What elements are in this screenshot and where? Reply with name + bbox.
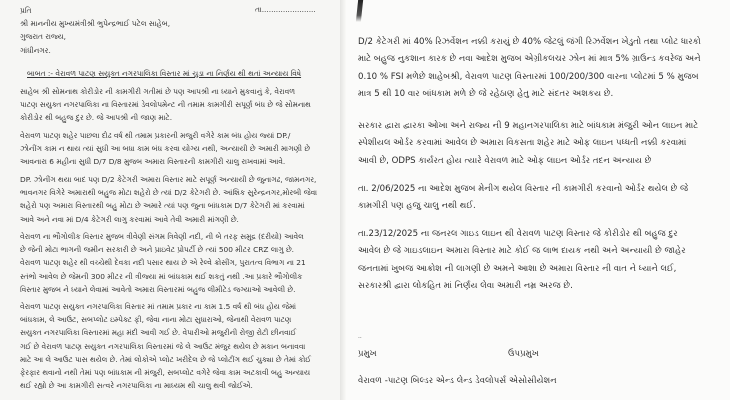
- paragraph: [20, 85, 318, 125]
- text-line: 0.10 % FSI મળેછે શાહેબશ્રી, વેરાવળ પાટણ વિસ્તારમાં 100/200/300 વારના પ્લોટમાં 5 % મુજબ: [358, 71, 699, 82]
- vice-president-label: ઉપપ્રમુખ: [508, 349, 539, 359]
- text-line: માટે આ લે આઉટ પાસ થયેલ છે. તેમાં લોકોએ પ્લોટ ખરીદેલ છે જે પ્લોટીંગ થઈ ચુક્યા છે તેમાં કોઈ: [20, 354, 311, 364]
- text-line: શહેરો પણ અમારા વિસ્તારથી બહુ મોટા છે અમારે ત્યાં પણ જુના બાંધકામ D/7 કેટેગરી માં કરવામાં: [20, 201, 305, 211]
- page-fold-divider: [340, 0, 346, 400]
- text-line: જનતામાં ખુબજ આક્રોશ ની લાગણી છે અમને આશા છે અમારા વિસ્તાર ની વાત ને ધ્યાને લઈ,: [358, 263, 677, 274]
- text-line: વિસ્તાર મુજબ ને ધ્યાને લેવામાં આવેતો અમારા વિસ્તારમાં બહુજ લીમીટેડ જગ્યાઓ આવેલી છે.: [20, 284, 296, 294]
- addressee-line: શ્રી માનનીય મુખ્યમંત્રીશ્રી ભુપેન્દ્રભાઈ પટેલ સાહેબ,: [20, 19, 171, 29]
- text-line: આવી છે, ODPS કાર્યરત હોય ત્યારે વેરાવળ માટે ઓફ લાઇન ઓર્ડર તદન અન્યાય છે: [358, 155, 652, 166]
- addressee-line: ગાંધીનગર.: [20, 45, 51, 55]
- paragraph: [358, 181, 718, 216]
- text-line: માત્ર 5 થી 10 વાર બાંધકામ મળે છે જે રહેઠાણ હેતુ માટે સંદતર અશકય છે.: [358, 88, 614, 99]
- text-line: માટે બહુજ નુકશાન કારક છે નવા આદેશ મુજબ એગ્રીકલચર ઝોન માં માત્ર 5% ગ્રાઉન્ડ કવરેજ અને: [358, 54, 701, 65]
- paragraph: [20, 129, 318, 169]
- to-label: પ્રતિ: [20, 6, 32, 15]
- text-line: આવનારા 6 મહીના સુધી D/7 D/8 મુજબ અમારા વિસ્તારની કામગીરી ચાલુ રાખવામાં આવે.: [20, 157, 286, 167]
- text-line: વેરાવળ પાટણ શહેર થી વચ્ચેથી દેવકા નદી પસાર થાય છે એ રેલ્વે ક્રોસીંગ, પુરાતત્વ વિભાગ ના 21: [20, 258, 306, 268]
- text-line: સરકાર દ્વારા દ્વારકા ઓખા અને રાજ્ય ની 9 મહાનગરપાલિકા માટે બાંધકામ મંજુરી ઓન લાઇન માટે: [358, 121, 699, 131]
- text-line: ઝોનીંગ કામ ન થાય ત્યાં સુધી આ બધા કામ બંધ કરવા યોગ્ય નથી, અન્યાયી છે અમારી માગણી છે: [20, 144, 311, 154]
- text-line: સ્તંભો આવેલ છે જેમની 300 મીટર ની ત્રીજ્યા માં બાંધકામ થઈ શકતું નથી .આ પ્રકારે ભૌગોલીક: [20, 271, 303, 281]
- paragraph: [358, 118, 718, 170]
- paragraph: [358, 226, 718, 295]
- text-line: છે જેની મોટા ભાગની જમીન સરકારી છે અને પ્રાઇવેટ પ્રોપર્ટી છે ત્યાં 500 મીટર CRZ લાગુ છે.: [20, 245, 295, 255]
- text-line: સયુક્ત નગરપાલિકા વિસ્તારમાં મહા મંદી આવી ગઈ છે. વેપારીઓ મજુરીની રોજી રોટી છીનવાઈ: [20, 328, 297, 338]
- text-line: D/2 કેટેગરી માં 40% રિઝર્વેશન નક્કી કરાયું છે 40% જેટલું જંગી રિઝર્વેશન ખેડુતો તથા પ્લોટ ધારકો: [358, 37, 701, 47]
- text-line: તા.23/12/2025 ના જનરલ ગાઇડ લાઇન થી વેરાવળ પાટણ વિસ્તાર જે કોરીડોર થી બહુજ દુર: [358, 229, 678, 239]
- organization-name: વેરાવળ -પાટણ બિલ્ડર એન્ડ લેન્ડ ડેવલોપર્સ એસોસીયેશન: [358, 376, 557, 386]
- paragraph: [20, 173, 318, 226]
- text-line: પાટણ સયુક્ત નગરપાલિકા ના વિસ્તારમાં ડેવલોપમેન્ટ ની તમામ કામગીરી સપૂર્ણ બંધ છે જે સોમનાથ: [20, 100, 311, 110]
- president-label: પ્રમુખ: [358, 349, 377, 359]
- text-line: સરકારશ્રી દ્વારા લોકહિત માં નિર્ણય લેવા અમારી નમ્ર અરજ છે.: [358, 280, 573, 291]
- text-line: વેરાવળ પાટણ સયુક્ત નગરપાલિકા વિસ્તાર માં તમામ પ્રકાર ના કામ 1.5 વર્ષ થી બંધ હોય જેમાં: [20, 302, 297, 311]
- text-line: સ્પેશીયલ ઓર્ડર કરવામાં આવેલ છે અમારા વિકસતા શહેર માટે ઓફ લાઇન પધ્ધતી નક્કી કરવામાં: [358, 138, 687, 149]
- text-line: ફેરફાર થવાનો નથી તેમાં પણ બાંધકામ ની મંજુરી, સબપ્લોટ વગેરે જેવા કામ અટકાવી બહુ અન્યાય: [20, 368, 310, 378]
- addressee-line: ગુજરાત રાજ્ય,: [20, 32, 66, 42]
- letter-subject: બાબત :- વેરાવળ પાટણ સયુક્ત નગરપાલિકા વિસ્તાર માં ચુડા ના નિર્ણય થી થતાં અન્યાય વિષે: [27, 69, 302, 78]
- text-line: તા. 2/06/2025 ના આદેશ મુજબ મેનીગ થયેલ વિસ્તાર ની કામગીરી કરવાનો ઓર્ડર થયેલ છે જે: [358, 184, 689, 194]
- text-line: ભાવનગર વિગેરે અમારાથી બહુજ મોટા શહેરો છે ત્યાં D/2 કેટેગરી છે. આંશિક સુરેન્દ્રનગર,મોરબી જેવા: [20, 188, 318, 198]
- signature-marks: ..: [358, 333, 362, 340]
- text-line: કોરીડોર થી બહુજ દુર છે. જે આપશ્રી ની જાણ માટે.: [20, 113, 173, 123]
- text-line: થઈ રહ્યો છે આ કામગીરી સત્વરે નગરપાલિકા ના માધ્યમ થી ચાલુ થવી જોઈએ.: [20, 381, 253, 391]
- text-line: વેરાવળ પાટણ શહેર પાછલા દોઢ વર્ષ થી તમામ પ્રકારની મજુરી વગેરે કામ બંધ હોય જ્યાં DP./: [20, 131, 291, 140]
- text-line: DP. ઝોનીંગ થયા બાદ પણ D/2 કેટેગરી અમારા વિસ્તાર માટે સપૂર્ણ અન્યાયી છે જુનાગઢ, જામનગર,: [20, 175, 317, 184]
- paragraph: [358, 34, 718, 103]
- text-line: બાંધકામ, લે આઉટ, સબપ્લોટ ઇમ્પેક્ટ ફી, જેવા નાના મોટા સુધારાઓ, જેનાથી વેરાવળ પાટણ: [20, 315, 292, 325]
- text-line: વેરાવળ ના ભૌગોલીક વિસ્તાર મુજબ ત્રીવેણી સંગમ ત્રિવેણી નદી, ની બે તરફ સમુદ્ર (દરીયો) આવેલ: [20, 232, 304, 241]
- paragraph: [20, 230, 318, 296]
- text-line: આવેલ છે જે ગાઇડલાઇન અમારા વિસ્તાર માટે કોઈ જ લાભ દાયક નથી અને અન્યાયી છે જાહેર: [358, 246, 686, 257]
- text-line: સાહેબ શ્રી સોમનાથ કોરીડોર ની કામગીરી ગતીમાં છે પણ આપશ્રી ના ધ્યાને મુકવાનું કે, વેરાવળ: [20, 87, 295, 96]
- paragraph: [20, 300, 318, 392]
- text-line: ગઈ છે વેરાવળ પાટણ સયુક્ત નગરપાલિકા વિસ્તારમાં જે લે આઉટ મંજુર થયેલ છે મકાન બનાવવા: [20, 341, 306, 351]
- text-line: કામગીરી પણ હજુ ચાલુ નથી થઈ.: [358, 201, 476, 212]
- date-field: તા.......................: [255, 5, 316, 14]
- text-line: આવે અને નવા માં D/4 કેટેગરી લાગુ કરવામાં આવે તેવી અમારી માંગણી છે.: [20, 214, 239, 224]
